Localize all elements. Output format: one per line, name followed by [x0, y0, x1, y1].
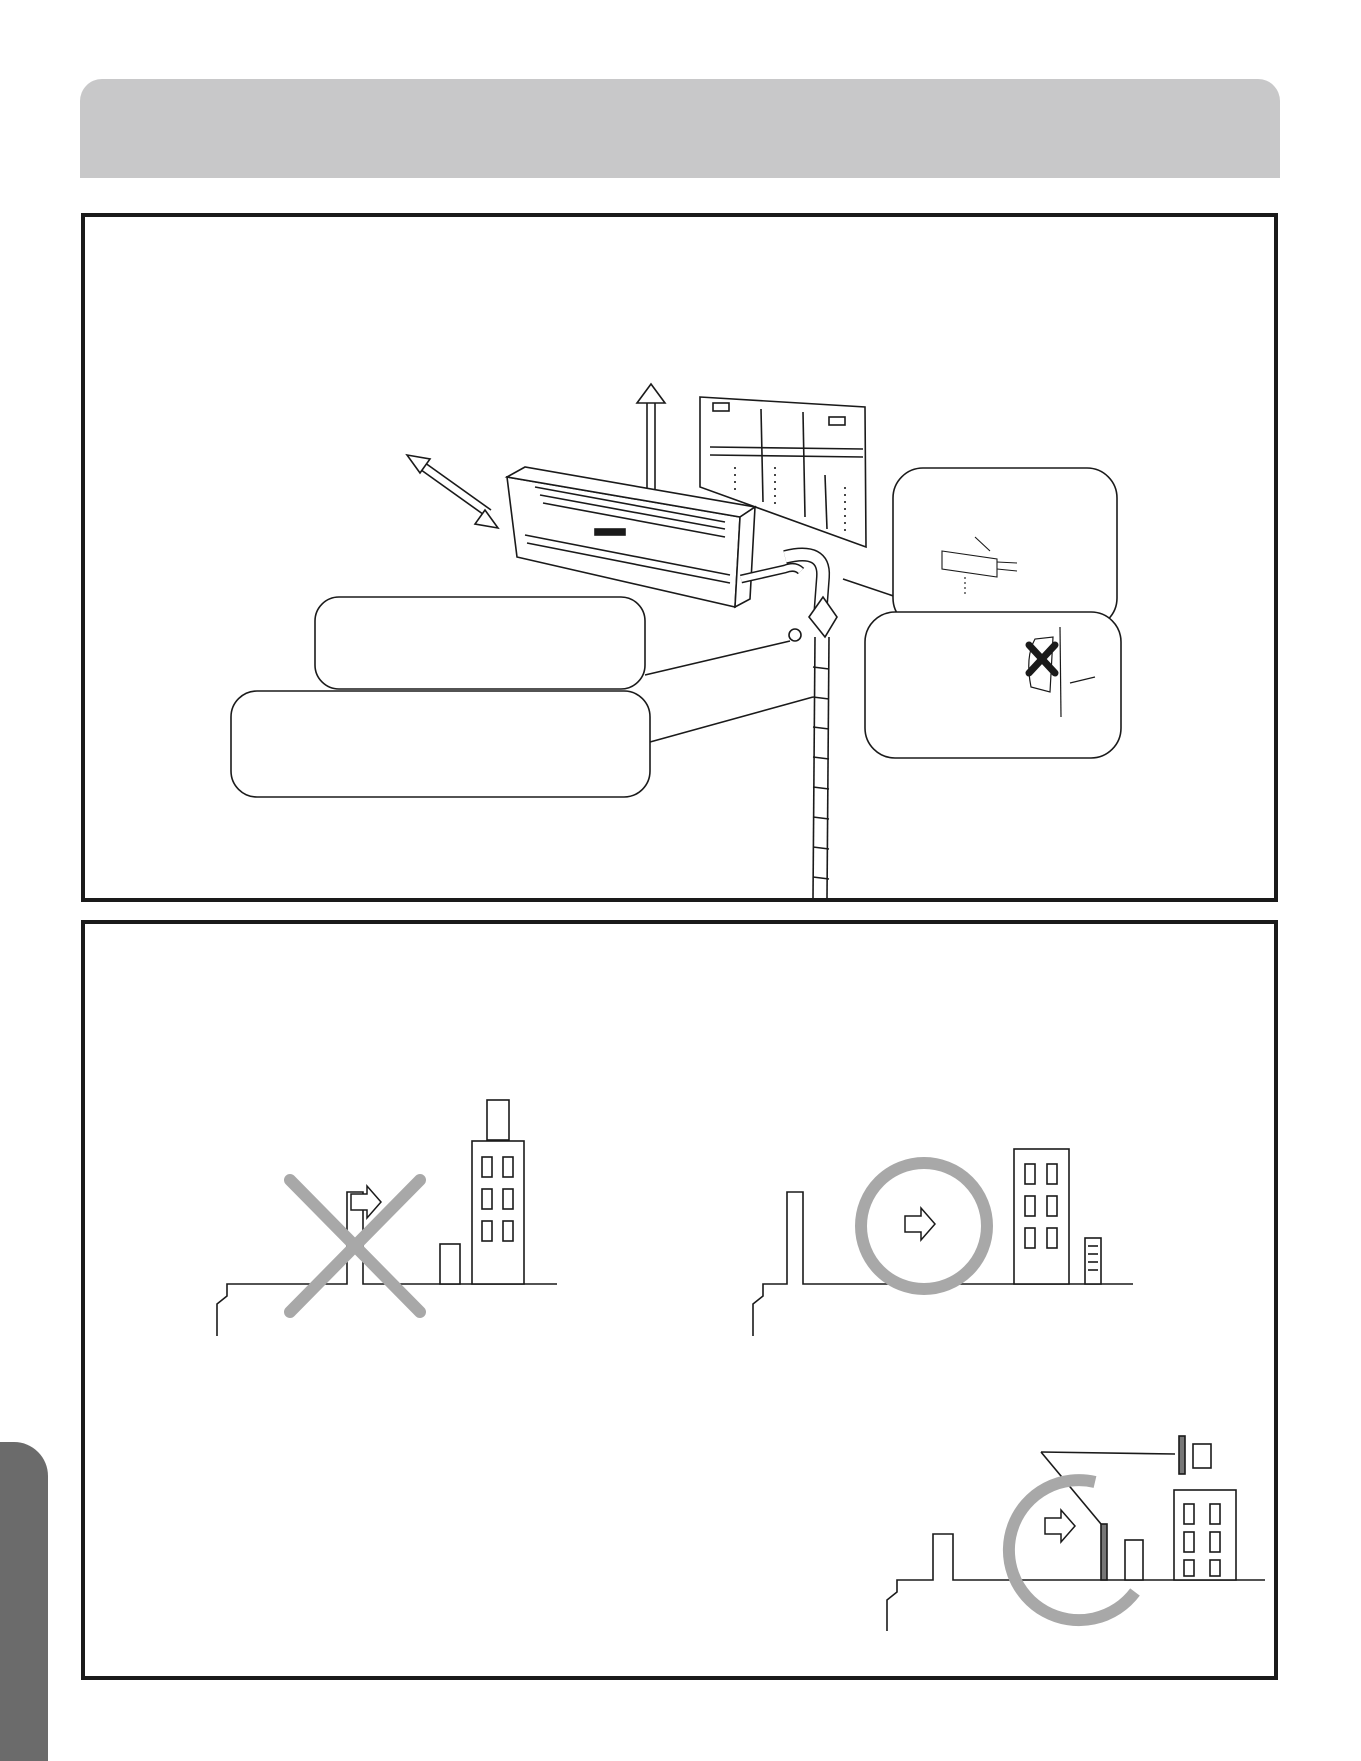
outdoor-unit-icon [1125, 1540, 1143, 1580]
leader-line-lower [650, 697, 813, 742]
arrow-right-icon [905, 1208, 935, 1240]
indoor-unit-illustration [85, 217, 1274, 898]
clearance-arrow-diagonal-icon [407, 455, 498, 528]
leader-line-upper [645, 641, 790, 675]
callout-box-detail [893, 468, 1117, 628]
outdoor-unit-placement-panel [81, 920, 1278, 1680]
header-band [80, 79, 1280, 178]
outdoor-unit-legend-icon [1193, 1444, 1211, 1468]
outdoor-unit-ground-icon [440, 1244, 460, 1284]
scenario-good-illustration [753, 1149, 1133, 1336]
outdoor-unit-roof-icon [487, 1100, 509, 1140]
callout-box-lower [231, 691, 650, 797]
drain-hose-icon [741, 555, 837, 899]
arrow-right-icon [351, 1186, 381, 1218]
callout-box-upper [315, 597, 645, 689]
circle-mark-icon [1009, 1480, 1135, 1620]
section-side-tab [0, 1442, 48, 1761]
callout-box-warning [865, 612, 1121, 758]
barrier-leader-line [1041, 1452, 1175, 1454]
wind-barrier-icon [1101, 1524, 1107, 1580]
wind-barrier-legend-icon [1179, 1436, 1185, 1474]
indoor-unit-installation-panel [81, 213, 1278, 902]
outdoor-placement-illustration [85, 924, 1274, 1676]
scenario-barrier-illustration [887, 1436, 1265, 1631]
outdoor-unit-icon [1085, 1238, 1101, 1284]
arrow-right-icon [1045, 1510, 1075, 1542]
